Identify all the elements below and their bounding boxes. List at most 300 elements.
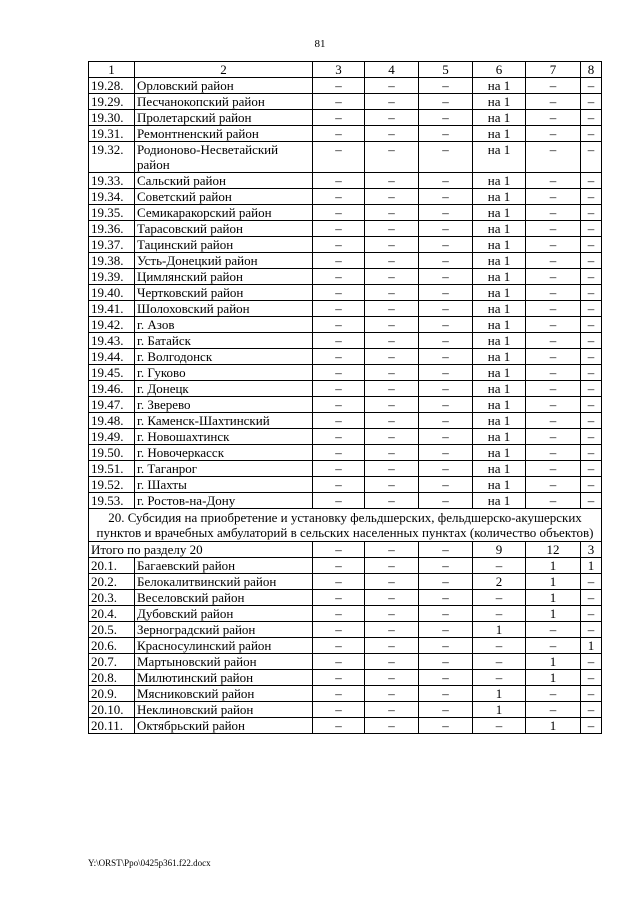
cell-col-8: – xyxy=(581,173,602,189)
table-row xyxy=(89,461,602,477)
table-row xyxy=(89,413,602,429)
cell-col-5: – xyxy=(419,606,473,622)
row-name: г. Новошахтинск xyxy=(135,429,313,445)
cell-col-8: – xyxy=(581,94,602,110)
cell-col-3: – xyxy=(313,205,365,221)
cell-col-3: – xyxy=(313,317,365,333)
cell-col-7: 1 xyxy=(526,654,581,670)
row-number: 19.45. xyxy=(89,365,135,381)
cell-col-5: – xyxy=(419,142,473,173)
row-name: г. Азов xyxy=(135,317,313,333)
cell-col-6: 1 xyxy=(473,622,526,638)
cell-col-5: – xyxy=(419,285,473,301)
cell-col-7: – xyxy=(526,461,581,477)
table-row xyxy=(89,94,602,110)
row-number: 19.53. xyxy=(89,493,135,509)
table-row xyxy=(89,253,602,269)
cell-col-5: – xyxy=(419,173,473,189)
file-path-footer: Y:\ORST\Ppo\0425p361.f22.docx xyxy=(88,858,211,868)
cell-col-5: – xyxy=(419,397,473,413)
cell-col-7: – xyxy=(526,126,581,142)
cell-col-4: – xyxy=(365,237,419,253)
cell-col-7: – xyxy=(526,413,581,429)
cell-col-5: – xyxy=(419,237,473,253)
total-cell: 9 xyxy=(473,542,526,558)
cell-col-5: – xyxy=(419,654,473,670)
cell-col-6: на 1 xyxy=(473,269,526,285)
table-row xyxy=(89,142,602,173)
cell-col-5: – xyxy=(419,622,473,638)
cell-col-8: – xyxy=(581,686,602,702)
cell-col-3: – xyxy=(313,493,365,509)
table-row xyxy=(89,397,602,413)
cell-col-3: – xyxy=(313,558,365,574)
cell-col-5: – xyxy=(419,78,473,94)
cell-col-6: на 1 xyxy=(473,173,526,189)
cell-col-7: – xyxy=(526,638,581,654)
header-cell: 4 xyxy=(365,62,419,78)
table-row xyxy=(89,622,602,638)
row-name: Шолоховский район xyxy=(135,301,313,317)
table-row xyxy=(89,654,602,670)
row-name: Мартыновский район xyxy=(135,654,313,670)
cell-col-3: – xyxy=(313,189,365,205)
cell-col-4: – xyxy=(365,606,419,622)
row-number: 19.33. xyxy=(89,173,135,189)
cell-col-3: – xyxy=(313,269,365,285)
cell-col-4: – xyxy=(365,333,419,349)
total-cell: 12 xyxy=(526,542,581,558)
cell-col-4: – xyxy=(365,493,419,509)
row-name: Орловский район xyxy=(135,78,313,94)
cell-col-7: – xyxy=(526,477,581,493)
cell-col-5: – xyxy=(419,590,473,606)
row-name: г. Батайск xyxy=(135,333,313,349)
cell-col-3: – xyxy=(313,365,365,381)
row-number: 19.34. xyxy=(89,189,135,205)
cell-col-4: – xyxy=(365,397,419,413)
cell-col-4: – xyxy=(365,285,419,301)
cell-col-7: – xyxy=(526,381,581,397)
cell-col-6: на 1 xyxy=(473,94,526,110)
cell-col-3: – xyxy=(313,622,365,638)
total-label: Итого по разделу 20 xyxy=(89,542,313,558)
table-row xyxy=(89,365,602,381)
cell-col-4: – xyxy=(365,126,419,142)
row-name: Чертковский район xyxy=(135,285,313,301)
row-number: 20.1. xyxy=(89,558,135,574)
section-19-rows xyxy=(89,78,602,509)
cell-col-6: на 1 xyxy=(473,493,526,509)
table-row xyxy=(89,269,602,285)
cell-col-3: – xyxy=(313,126,365,142)
cell-col-3: – xyxy=(313,94,365,110)
row-number: 19.48. xyxy=(89,413,135,429)
cell-col-4: – xyxy=(365,654,419,670)
cell-col-4: – xyxy=(365,365,419,381)
cell-col-5: – xyxy=(419,477,473,493)
cell-col-6: на 1 xyxy=(473,253,526,269)
table-row xyxy=(89,285,602,301)
row-number: 19.32. xyxy=(89,142,135,173)
cell-col-4: – xyxy=(365,205,419,221)
row-number: 19.36. xyxy=(89,221,135,237)
section-20 xyxy=(89,509,602,558)
cell-col-3: – xyxy=(313,253,365,269)
cell-col-7: – xyxy=(526,189,581,205)
cell-col-4: – xyxy=(365,590,419,606)
header-cell: 2 xyxy=(135,62,313,78)
row-number: 19.42. xyxy=(89,317,135,333)
cell-col-4: – xyxy=(365,94,419,110)
row-name: Цимлянский район xyxy=(135,269,313,285)
cell-col-4: – xyxy=(365,173,419,189)
cell-col-5: – xyxy=(419,205,473,221)
cell-col-6: – xyxy=(473,558,526,574)
cell-col-7: – xyxy=(526,142,581,173)
cell-col-5: – xyxy=(419,94,473,110)
row-name: г. Гуково xyxy=(135,365,313,381)
cell-col-5: – xyxy=(419,718,473,734)
table-row xyxy=(89,638,602,654)
row-name: г. Ростов-на-Дону xyxy=(135,493,313,509)
row-number: 20.10. xyxy=(89,702,135,718)
cell-col-6: на 1 xyxy=(473,461,526,477)
row-name: г. Волгодонск xyxy=(135,349,313,365)
header-cell: 5 xyxy=(419,62,473,78)
cell-col-8: – xyxy=(581,317,602,333)
table-row xyxy=(89,189,602,205)
cell-col-3: – xyxy=(313,477,365,493)
row-name: Белокалитвинский район xyxy=(135,574,313,590)
cell-col-8: – xyxy=(581,397,602,413)
row-number: 19.35. xyxy=(89,205,135,221)
row-name: Милютинский район xyxy=(135,670,313,686)
cell-col-8: – xyxy=(581,365,602,381)
row-name: Мясниковский район xyxy=(135,686,313,702)
cell-col-3: – xyxy=(313,429,365,445)
row-number: 19.44. xyxy=(89,349,135,365)
cell-col-8: – xyxy=(581,110,602,126)
cell-col-4: – xyxy=(365,477,419,493)
section-title-row xyxy=(89,509,602,542)
cell-col-6: – xyxy=(473,654,526,670)
row-number: 19.52. xyxy=(89,477,135,493)
cell-col-4: – xyxy=(365,670,419,686)
cell-col-8: – xyxy=(581,702,602,718)
cell-col-3: – xyxy=(313,413,365,429)
cell-col-7: – xyxy=(526,317,581,333)
cell-col-6: – xyxy=(473,606,526,622)
table-row xyxy=(89,126,602,142)
table-row xyxy=(89,718,602,734)
cell-col-6: на 1 xyxy=(473,365,526,381)
cell-col-3: – xyxy=(313,285,365,301)
cell-col-6: на 1 xyxy=(473,301,526,317)
row-number: 19.41. xyxy=(89,301,135,317)
cell-col-4: – xyxy=(365,110,419,126)
cell-col-5: – xyxy=(419,269,473,285)
table-row xyxy=(89,477,602,493)
cell-col-3: – xyxy=(313,590,365,606)
cell-col-5: – xyxy=(419,670,473,686)
cell-col-7: – xyxy=(526,702,581,718)
cell-col-3: – xyxy=(313,670,365,686)
table-row xyxy=(89,493,602,509)
row-name: г. Каменск-Шахтинский xyxy=(135,413,313,429)
cell-col-5: – xyxy=(419,445,473,461)
cell-col-5: – xyxy=(419,333,473,349)
row-number: 19.30. xyxy=(89,110,135,126)
row-name: Октябрьский район xyxy=(135,718,313,734)
cell-col-6: на 1 xyxy=(473,429,526,445)
cell-col-8: – xyxy=(581,445,602,461)
cell-col-8: – xyxy=(581,205,602,221)
cell-col-7: – xyxy=(526,110,581,126)
cell-col-6: 1 xyxy=(473,702,526,718)
cell-col-6: на 1 xyxy=(473,142,526,173)
cell-col-5: – xyxy=(419,317,473,333)
cell-col-4: – xyxy=(365,413,419,429)
table-row xyxy=(89,574,602,590)
cell-col-3: – xyxy=(313,638,365,654)
cell-col-4: – xyxy=(365,142,419,173)
cell-col-5: – xyxy=(419,110,473,126)
cell-col-6: – xyxy=(473,638,526,654)
cell-col-8: – xyxy=(581,301,602,317)
header-row xyxy=(89,62,602,78)
row-name: г. Таганрог xyxy=(135,461,313,477)
row-name: Тарасовский район xyxy=(135,221,313,237)
table-row xyxy=(89,78,602,94)
row-name: Багаевский район xyxy=(135,558,313,574)
cell-col-8: – xyxy=(581,253,602,269)
cell-col-4: – xyxy=(365,686,419,702)
row-name: Сальский район xyxy=(135,173,313,189)
table-row xyxy=(89,110,602,126)
cell-col-3: – xyxy=(313,78,365,94)
table-row xyxy=(89,590,602,606)
cell-col-7: 1 xyxy=(526,558,581,574)
table-row xyxy=(89,686,602,702)
cell-col-4: – xyxy=(365,221,419,237)
row-number: 20.7. xyxy=(89,654,135,670)
cell-col-3: – xyxy=(313,445,365,461)
cell-col-8: – xyxy=(581,142,602,173)
cell-col-3: – xyxy=(313,606,365,622)
cell-col-3: – xyxy=(313,574,365,590)
cell-col-8: – xyxy=(581,670,602,686)
row-name: Зерноградский район xyxy=(135,622,313,638)
table-row xyxy=(89,301,602,317)
cell-col-7: – xyxy=(526,365,581,381)
cell-col-5: – xyxy=(419,221,473,237)
cell-col-3: – xyxy=(313,237,365,253)
cell-col-8: – xyxy=(581,590,602,606)
cell-col-6: 2 xyxy=(473,574,526,590)
cell-col-6: на 1 xyxy=(473,110,526,126)
header-cell: 7 xyxy=(526,62,581,78)
cell-col-7: 1 xyxy=(526,574,581,590)
row-number: 20.9. xyxy=(89,686,135,702)
cell-col-4: – xyxy=(365,638,419,654)
cell-col-5: – xyxy=(419,558,473,574)
cell-col-7: – xyxy=(526,622,581,638)
header-cell: 1 xyxy=(89,62,135,78)
row-number: 19.31. xyxy=(89,126,135,142)
cell-col-8: – xyxy=(581,574,602,590)
row-number: 20.2. xyxy=(89,574,135,590)
cell-col-5: – xyxy=(419,574,473,590)
total-cell: – xyxy=(365,542,419,558)
header-cell: 6 xyxy=(473,62,526,78)
cell-col-6: – xyxy=(473,670,526,686)
cell-col-7: 1 xyxy=(526,606,581,622)
row-number: 20.4. xyxy=(89,606,135,622)
cell-col-5: – xyxy=(419,381,473,397)
table-row xyxy=(89,317,602,333)
cell-col-8: – xyxy=(581,622,602,638)
table-row xyxy=(89,333,602,349)
cell-col-6: на 1 xyxy=(473,189,526,205)
cell-col-8: – xyxy=(581,333,602,349)
row-name: Дубовский район xyxy=(135,606,313,622)
row-name: г. Новочеркасск xyxy=(135,445,313,461)
table-row xyxy=(89,237,602,253)
row-number: 19.46. xyxy=(89,381,135,397)
cell-col-4: – xyxy=(365,622,419,638)
cell-col-6: на 1 xyxy=(473,126,526,142)
row-number: 20.8. xyxy=(89,670,135,686)
cell-col-6: на 1 xyxy=(473,237,526,253)
row-number: 19.43. xyxy=(89,333,135,349)
cell-col-7: – xyxy=(526,221,581,237)
cell-col-7: – xyxy=(526,253,581,269)
table-row xyxy=(89,670,602,686)
page-number: 81 xyxy=(314,38,326,50)
cell-col-3: – xyxy=(313,349,365,365)
cell-col-7: – xyxy=(526,205,581,221)
cell-col-4: – xyxy=(365,702,419,718)
row-name: Семикаракорский район xyxy=(135,205,313,221)
row-name: Советский район xyxy=(135,189,313,205)
row-number: 19.39. xyxy=(89,269,135,285)
cell-col-5: – xyxy=(419,461,473,477)
table-row xyxy=(89,429,602,445)
cell-col-5: – xyxy=(419,126,473,142)
cell-col-4: – xyxy=(365,78,419,94)
cell-col-8: 1 xyxy=(581,638,602,654)
cell-col-7: – xyxy=(526,686,581,702)
cell-col-4: – xyxy=(365,269,419,285)
row-number: 19.29. xyxy=(89,94,135,110)
row-number: 19.28. xyxy=(89,78,135,94)
cell-col-8: – xyxy=(581,606,602,622)
row-number: 20.5. xyxy=(89,622,135,638)
table-row xyxy=(89,558,602,574)
cell-col-6: – xyxy=(473,590,526,606)
row-name: Пролетарский район xyxy=(135,110,313,126)
cell-col-8: – xyxy=(581,189,602,205)
cell-col-5: – xyxy=(419,686,473,702)
cell-col-4: – xyxy=(365,445,419,461)
cell-col-3: – xyxy=(313,381,365,397)
row-number: 19.50. xyxy=(89,445,135,461)
cell-col-5: – xyxy=(419,189,473,205)
cell-col-4: – xyxy=(365,317,419,333)
cell-col-6: – xyxy=(473,718,526,734)
cell-col-3: – xyxy=(313,686,365,702)
cell-col-7: – xyxy=(526,269,581,285)
row-name: Красносулинский район xyxy=(135,638,313,654)
row-number: 19.38. xyxy=(89,253,135,269)
total-cell: – xyxy=(419,542,473,558)
cell-col-3: – xyxy=(313,461,365,477)
table-row xyxy=(89,445,602,461)
cell-col-6: на 1 xyxy=(473,349,526,365)
cell-col-8: – xyxy=(581,78,602,94)
cell-col-3: – xyxy=(313,702,365,718)
cell-col-4: – xyxy=(365,349,419,365)
cell-col-5: – xyxy=(419,638,473,654)
cell-col-8: – xyxy=(581,493,602,509)
cell-col-3: – xyxy=(313,221,365,237)
cell-col-4: – xyxy=(365,189,419,205)
table-row xyxy=(89,205,602,221)
cell-col-5: – xyxy=(419,493,473,509)
cell-col-6: на 1 xyxy=(473,477,526,493)
cell-col-4: – xyxy=(365,718,419,734)
cell-col-7: – xyxy=(526,349,581,365)
cell-col-3: – xyxy=(313,142,365,173)
table-row xyxy=(89,702,602,718)
cell-col-7: – xyxy=(526,94,581,110)
data-table xyxy=(88,61,602,734)
total-cell: – xyxy=(313,542,365,558)
cell-col-3: – xyxy=(313,397,365,413)
cell-col-4: – xyxy=(365,301,419,317)
cell-col-3: – xyxy=(313,173,365,189)
row-number: 19.49. xyxy=(89,429,135,445)
cell-col-8: – xyxy=(581,126,602,142)
row-number: 19.51. xyxy=(89,461,135,477)
cell-col-7: – xyxy=(526,333,581,349)
section-title: 20. Субсидия на приобретение и установку фельдшерских, фельдшерско-акушерских пунктов и врачебных амбулаторий в сельских населенных пунктах (количество объектов) xyxy=(89,509,602,542)
row-name: Тацинский район xyxy=(135,237,313,253)
cell-col-4: – xyxy=(365,253,419,269)
cell-col-3: – xyxy=(313,333,365,349)
cell-col-6: 1 xyxy=(473,686,526,702)
row-number: 20.11. xyxy=(89,718,135,734)
total-cell: 3 xyxy=(581,542,602,558)
cell-col-6: на 1 xyxy=(473,317,526,333)
cell-col-8: – xyxy=(581,429,602,445)
cell-col-5: – xyxy=(419,702,473,718)
cell-col-8: – xyxy=(581,269,602,285)
row-name: Ремонтненский район xyxy=(135,126,313,142)
row-name: Неклиновский район xyxy=(135,702,313,718)
cell-col-8: – xyxy=(581,413,602,429)
row-name: Усть-Донецкий район xyxy=(135,253,313,269)
row-name: Родионово-Несветайский район xyxy=(135,142,313,173)
table-row xyxy=(89,349,602,365)
row-name: г. Донецк xyxy=(135,381,313,397)
cell-col-8: – xyxy=(581,477,602,493)
row-name: Веселовский район xyxy=(135,590,313,606)
cell-col-3: – xyxy=(313,301,365,317)
table-row xyxy=(89,606,602,622)
cell-col-6: на 1 xyxy=(473,381,526,397)
